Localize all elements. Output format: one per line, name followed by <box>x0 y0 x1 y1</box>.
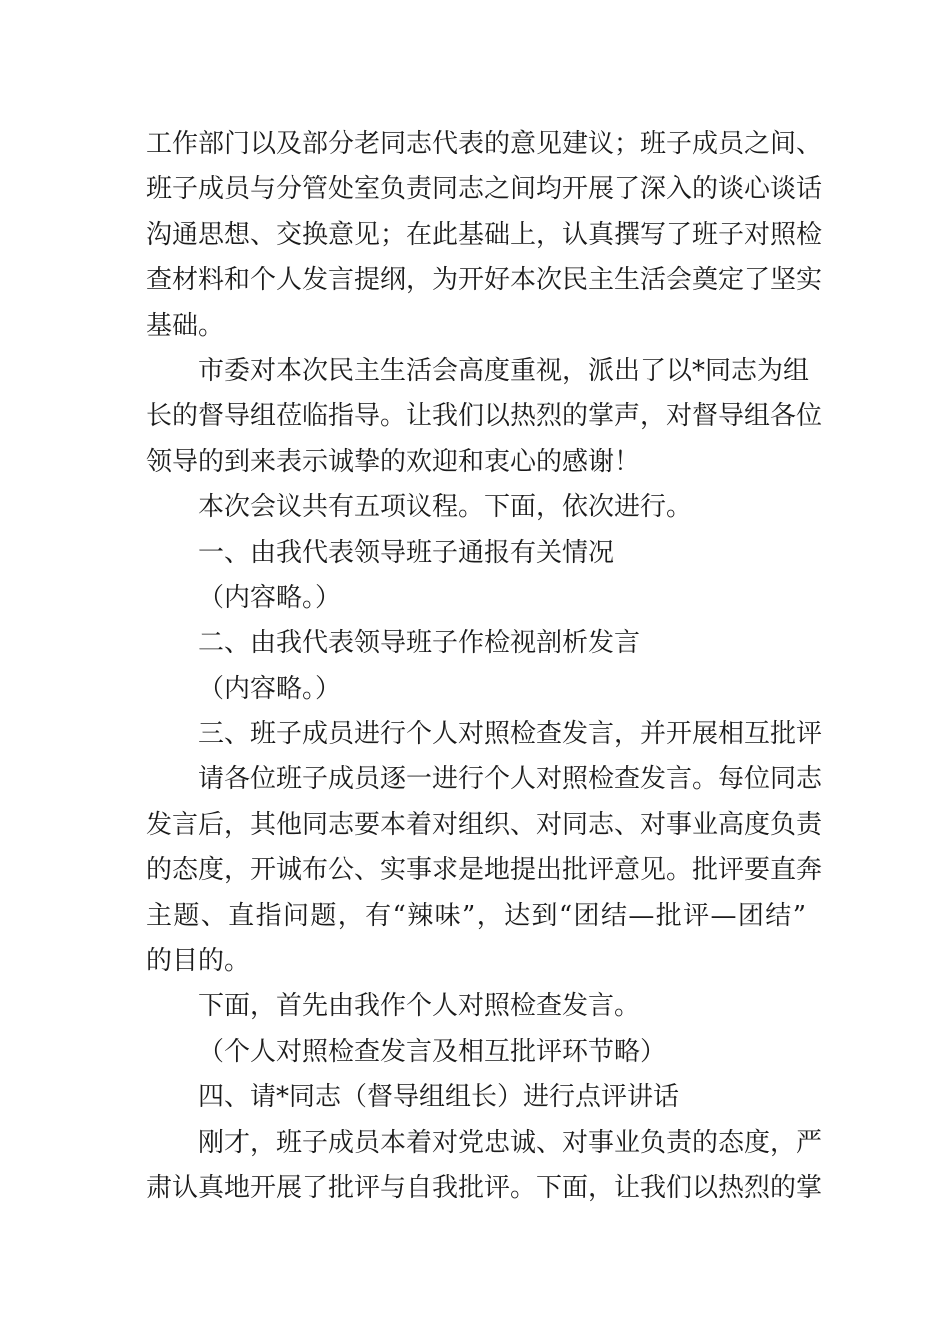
text-line: 基础。 <box>146 310 225 341</box>
text-line: 市委对本次民主生活会高度重视，派出了以*同志为组 <box>198 355 810 386</box>
text-line: 领导的到来表示诚挚的欢迎和衷心的感谢！ <box>146 446 641 477</box>
text-line: 的目的。 <box>146 946 251 977</box>
agenda-item-1: 一、由我代表领导班子通报有关情况 <box>198 537 615 568</box>
text-line: 刚才，班子成员本着对党忠诚、对事业负责的态度，严 <box>198 1127 823 1158</box>
agenda-item-3: 三、班子成员进行个人对照检查发言，并开展相互批评 <box>198 719 823 750</box>
text-line: （内容略。） <box>198 673 342 704</box>
text-line: 发言后，其他同志要本着对组织、对同志、对事业高度负责 <box>146 809 823 840</box>
text-line: 长的督导组莅临指导。让我们以热烈的掌声，对督导组各位 <box>146 401 823 432</box>
agenda-item-4: 四、请*同志（督导组组长）进行点评讲话 <box>198 1082 680 1113</box>
text-line: 沟通思想、交换意见；在此基础上，认真撰写了班子对照检 <box>146 219 823 250</box>
text-line: 班子成员与分管处室负责同志之间均开展了深入的谈心谈话 <box>146 174 823 205</box>
text-line: 的态度，开诚布公、实事求是地提出批评意见。批评要直奔 <box>146 855 823 886</box>
text-line: 主题、直指问题，有“辣味”，达到“团结—批评—团结” <box>146 900 806 931</box>
text-line: （内容略。） <box>198 582 342 613</box>
document-body <box>146 122 823 1211</box>
text-line: （个人对照检查发言及相互批评环节略） <box>198 1036 667 1067</box>
agenda-item-2: 二、由我代表领导班子作检视剖析发言 <box>198 628 641 659</box>
text-line: 工作部门以及部分老同志代表的意见建议；班子成员之间、 <box>146 129 823 159</box>
text-line: 肃认真地开展了批评与自我批评。下面，让我们以热烈的掌 <box>146 1172 823 1203</box>
text-line: 查材料和个人发言提纲，为开好本次民主生活会奠定了坚实 <box>146 265 823 296</box>
text-line: 请各位班子成员逐一进行个人对照检查发言。每位同志 <box>198 764 823 795</box>
text-line: 本次会议共有五项议程。下面，依次进行。 <box>198 492 693 523</box>
text-line: 下面，首先由我作个人对照检查发言。 <box>198 991 641 1022</box>
